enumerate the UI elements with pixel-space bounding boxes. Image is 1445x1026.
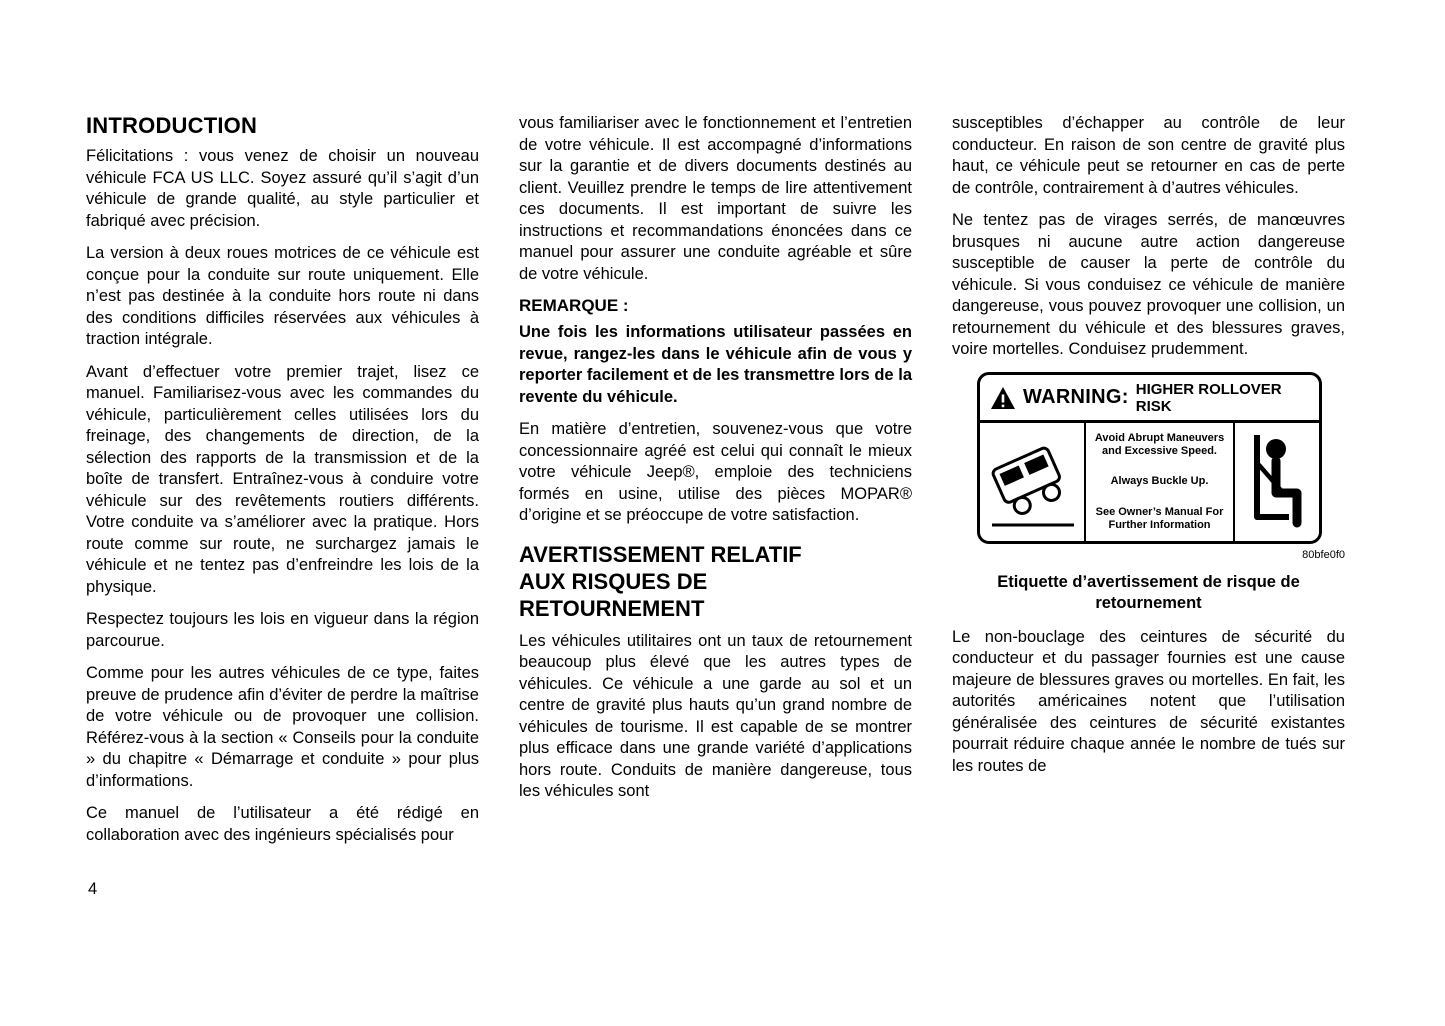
- note-label: REMARQUE :: [519, 296, 629, 315]
- warning-word: WARNING:: [1023, 386, 1129, 408]
- paragraph-rollover-3: Ne tentez pas de virages serrés, de manœuvres brusques ni aucune autre action dangereuse susceptible de causer la perte de contrôle du véhicule. Si vous conduisez ce véhicule de manière dangereuse, vous pouvez provoquer une collision, un retournement du véhicule et des blessures graves, voire mortelles. Conduisez prudemment.: [952, 211, 1345, 358]
- column-center: [519, 113, 912, 814]
- warning-triangle-icon: [990, 386, 1016, 410]
- tipping-vehicle-icon: [980, 423, 1084, 541]
- heading-rollover-warning: [519, 541, 912, 622]
- heading-rollover-line-3: RETOURNEMENT: [519, 595, 705, 621]
- paragraph-seatbelt: Le non-bouclage des ceintures de sécurité du conducteur et du passager fournies est une cause majeure de blessures graves ou mortelles. En fait, les autorités américaines notent que l’utilisation généralisée des ceintures de sécurité existantes pourrait réduire chaque année le nombre de tués sur les routes de: [952, 627, 1345, 775]
- paragraph-intro-1: Félicitations : vous venez de choisir un nouveau véhicule FCA US LLC. Soyez assuré qu’il s’agit d’un véhicule de grande qualité, au style particulier et fabriqué avec précision.: [86, 147, 479, 230]
- paragraph-intro-5: Comme pour les autres véhicules de ce type, faites preuve de prudence afin d’éviter de perdre la maîtrise de votre véhicule ou de provoquer une collision. Référez-vous à la section « Conseils pour la conduite » du chapitre « Démarrage et conduite » pour plus d’informations.: [86, 664, 479, 790]
- warning-text-line-2: Always Buckle Up.: [1110, 475, 1209, 487]
- heading-rollover-line-2: AUX RISQUES DE: [519, 568, 708, 594]
- page-number: 4: [88, 880, 98, 898]
- warning-label-header: [980, 375, 1319, 423]
- paragraph-intro-continued: vous familiariser avec le fonctionnement et l’entretien de votre véhicule. Il est accompagné d’informations sur la garantie et de divers documents destinés au client. Veuillez prendre le temps de lire attentivement ces documents. Il est important de suivre les instructions et recommandations énoncées dans ce manuel pour assurer une conduite agréable et sûre de votre véhicule.: [519, 114, 912, 283]
- figure-code: 80bfe0f0: [1302, 548, 1345, 561]
- heading-rollover-line-1: AVERTISSEMENT RELATIF: [519, 541, 802, 567]
- paragraph-rollover-1: Les véhicules utilitaires ont un taux de retournement beaucoup plus élevé que les autres types de véhicules. Ce véhicule a une garde au sol et un centre de gravité plus hauts qu’un grand nombre de véhicules de tourisme. Il est capable de se montrer plus efficace dans une grande variété d’applications hors route. Conduits de manière dangereuse, tous les véhicules sont: [519, 631, 912, 800]
- warning-label-body: [980, 423, 1319, 541]
- note-body: Une fois les informations utilisateur passées en revue, rangez-les dans le véhicule afin de vous y reporter facilement et de les transmettre lors de la revente du véhicule.: [519, 323, 912, 406]
- rollover-warning-label: [977, 372, 1322, 544]
- column-left: [86, 113, 479, 857]
- buckled-occupant-icon: [1235, 423, 1319, 541]
- warning-text-line-1: Avoid Abrupt Maneuvers and Excessive Speed.: [1094, 431, 1225, 457]
- paragraph-maintenance: En matière d’entretien, souvenez-vous que votre concessionnaire agréé est celui qui connaît le mieux votre véhicule Jeep®, emploie des techniciens formés en usine, utilise des pièces MOPAR® d’origine et se préoccupe de votre satisfaction.: [519, 420, 912, 524]
- heading-introduction: INTRODUCTION: [86, 113, 258, 138]
- rollover-warning-figure: [952, 372, 1345, 615]
- warning-text-line-3: See Owner’s Manual For Further Information: [1095, 505, 1224, 531]
- paragraph-intro-4: Respectez toujours les lois en vigueur dans la région parcourue.: [86, 610, 479, 650]
- column-right: [952, 113, 1345, 788]
- paragraph-intro-6: Ce manuel de l’utilisateur a été rédigé en collaboration avec des ingénieurs spécialisés pour: [86, 804, 479, 844]
- figure-caption: Etiquette d’avertissement de risque de retournement: [997, 572, 1300, 612]
- paragraph-intro-2: La version à deux roues motrices de ce véhicule est conçue pour la conduite sur route uniquement. Elle n’est pas destinée à la conduite hors route ni dans des conditions difficiles réservées aux véhicules à traction intégrale.: [86, 244, 479, 348]
- warning-title: HIGHER ROLLOVER RISK: [1135, 380, 1282, 415]
- warning-label-text: [1084, 423, 1235, 541]
- paragraph-intro-3: Avant d’effectuer votre premier trajet, lisez ce manuel. Familiarisez-vous avec les commandes du véhicule, particulièrement celles utilisées lors du freinage, des changements de direction, de la sélection des rapports de la transmission et de la boîte de transfert. Entraînez-vous à conduire votre véhicule sur des revêtements routiers différents. Votre conduite va s’améliorer avec la pratique. Hors route comme sur route, ne surchargez jamais le véhicule et ne tentez pas d’enfreindre les lois de la physique.: [86, 362, 479, 596]
- paragraph-rollover-2: susceptibles d’échapper au contrôle de leur conducteur. En raison de son centre de gravité plus haut, ce véhicule peut se retourner en cas de perte de contrôle, contrairement à d’autres véhicules.: [952, 114, 1345, 197]
